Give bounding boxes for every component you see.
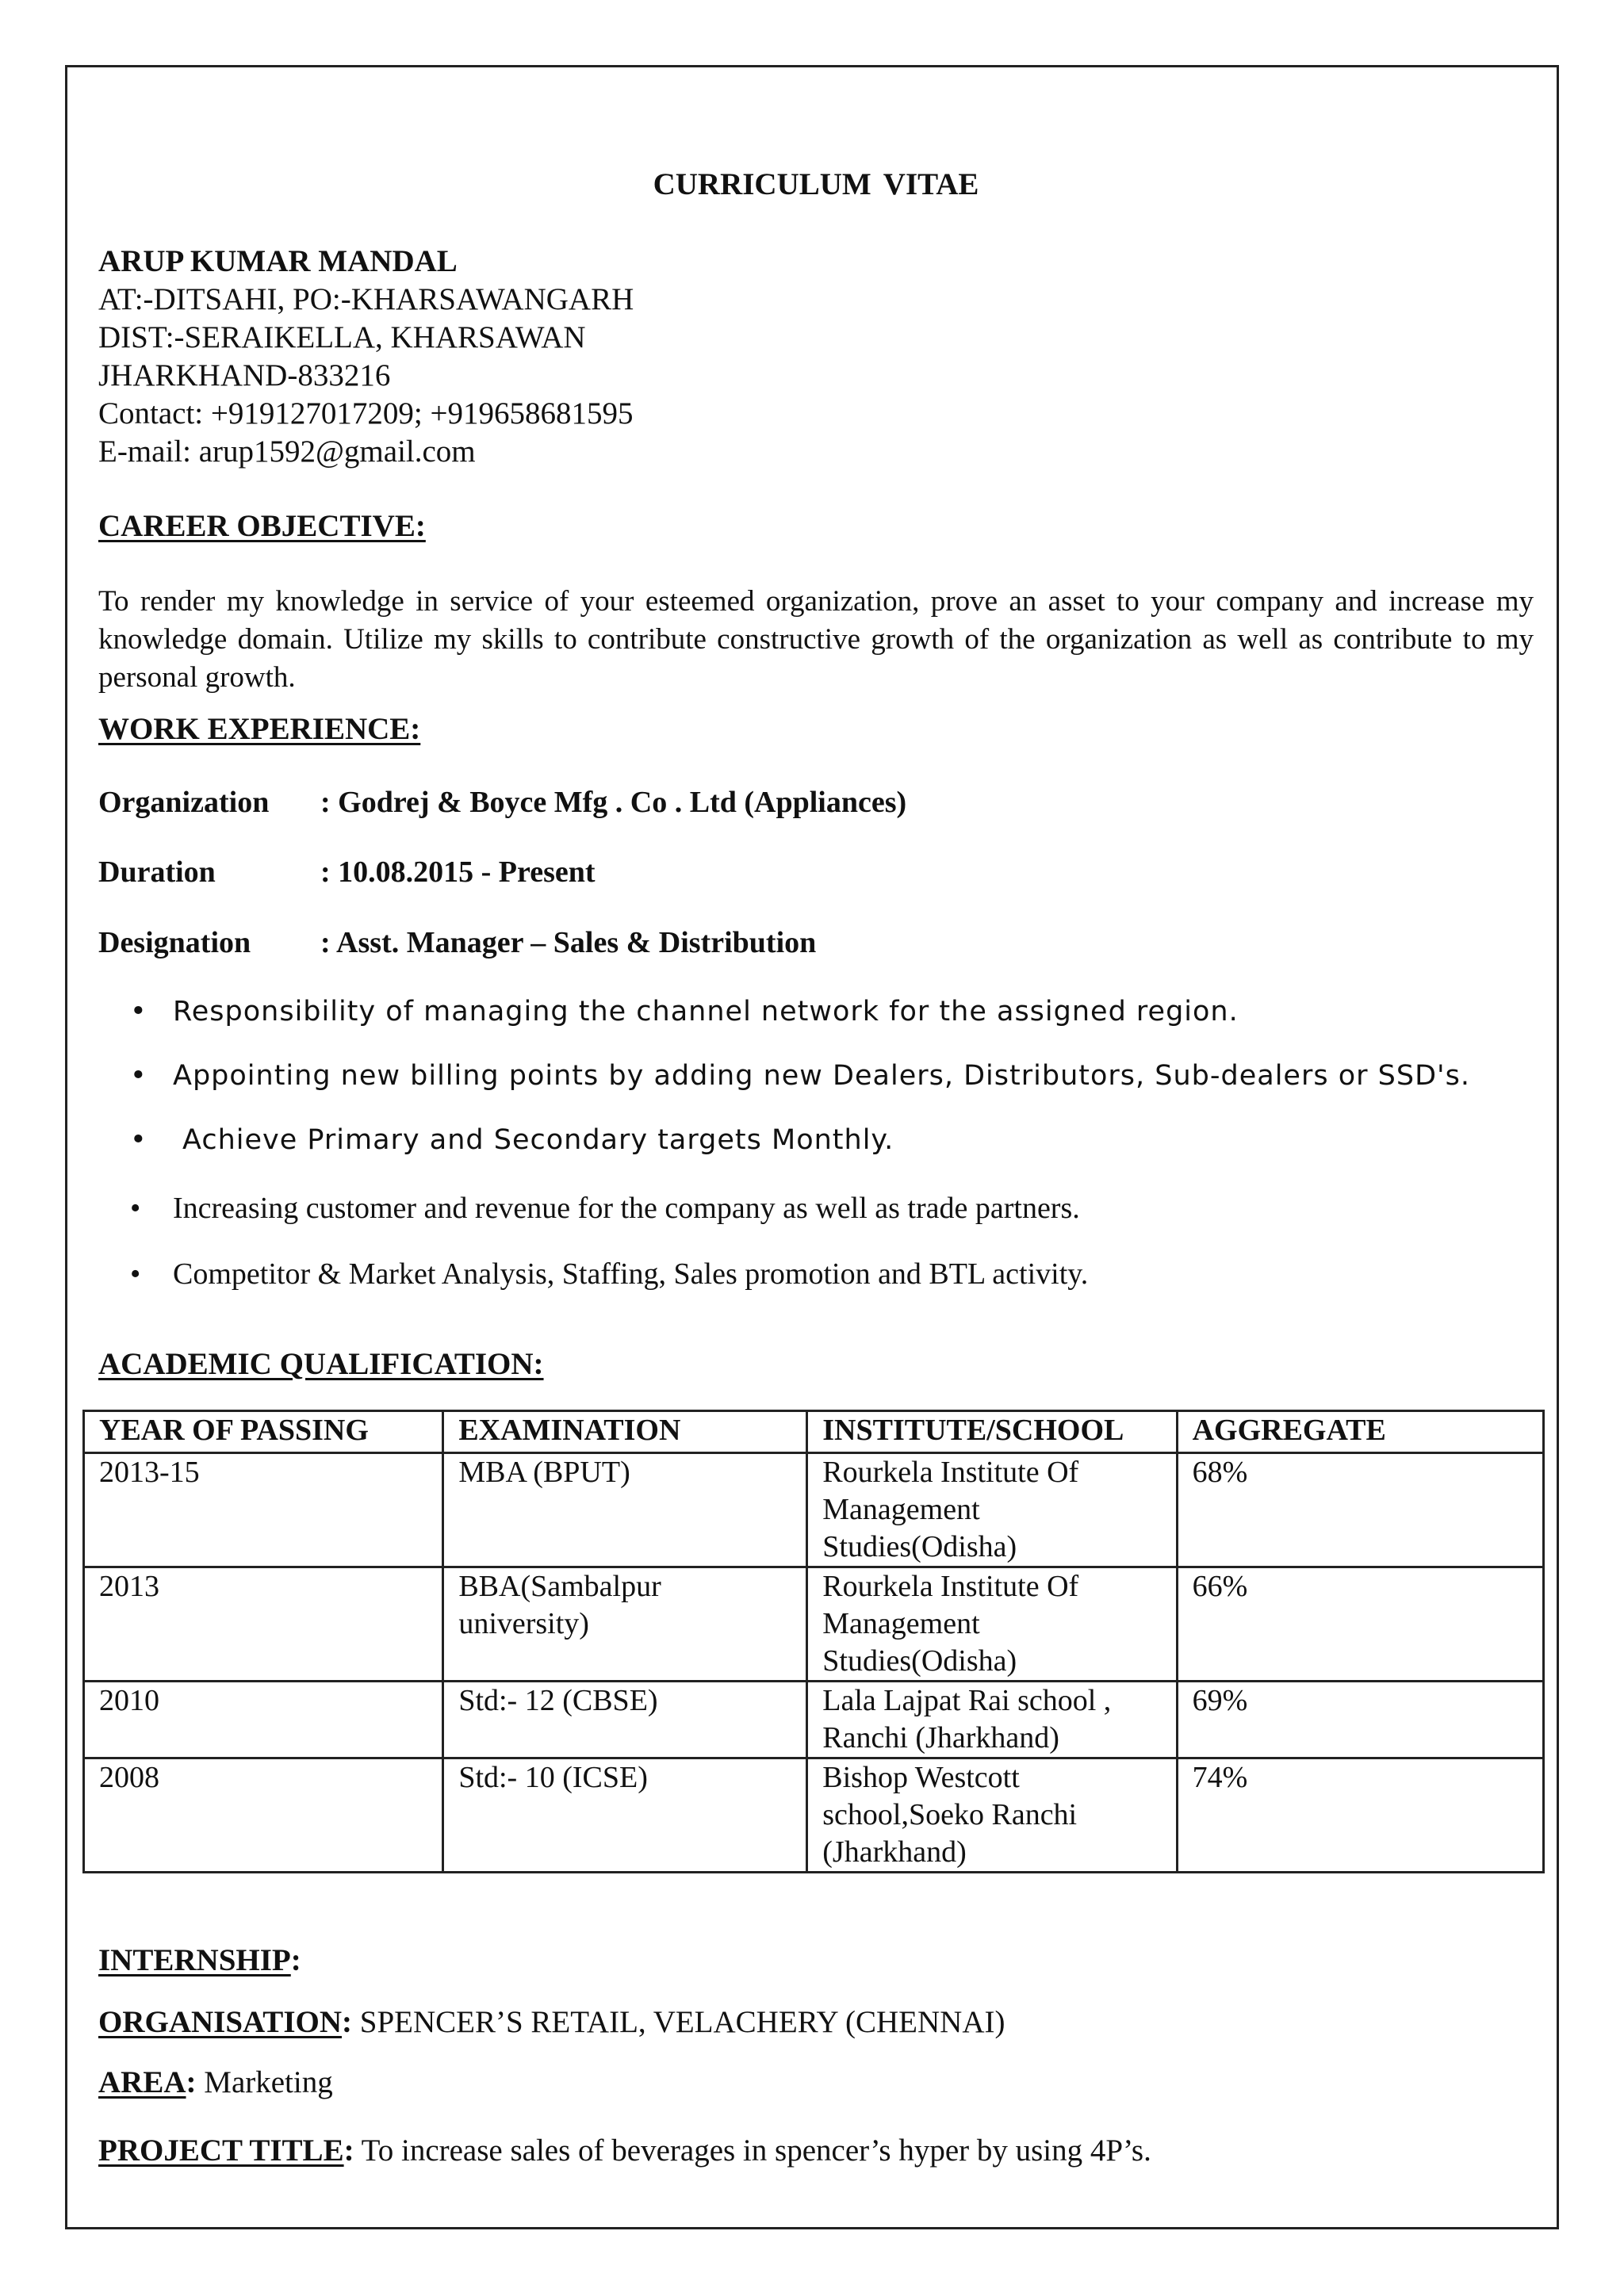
organization-row [98, 785, 906, 820]
designation-label: Designation [98, 926, 251, 959]
table-cell: 66% [1177, 1567, 1543, 1682]
table-cell: 2013 [84, 1567, 443, 1682]
organisation-label: ORGANISATION [98, 2005, 342, 2039]
table-cell: 74% [1177, 1758, 1543, 1873]
table-cell: MBA (BPUT) [443, 1453, 807, 1567]
table-row [84, 1453, 1544, 1567]
table-cell: Std:- 10 (ICSE) [443, 1758, 807, 1873]
column-header: YEAR OF PASSING [84, 1411, 443, 1453]
address-line-2: DIST:-SERAIKELLA, KHARSAWAN [98, 320, 586, 354]
bullet-icon: • [130, 1192, 141, 1225]
bullet-icon: • [130, 1060, 147, 1092]
project-value: To increase sales of beverages in spencer’s hyper by using 4P’s. [361, 2133, 1151, 2168]
table-cell: Rourkela Institute Of Management Studies(Odisha) [807, 1567, 1177, 1682]
document-title: CURRICULUM VITAE [653, 167, 979, 201]
column-header: EXAMINATION [443, 1411, 807, 1453]
internship-organisation: ORGANISATION: SPENCER’S RETAIL, VELACHERY (CHENNAI) [98, 2005, 1005, 2039]
organization-label: Organization [98, 786, 270, 819]
career-objective-text: To render my knowledge in service of your esteemed organization, prove an asset to your company and increase my knowledge domain. Utilize my skills to contribute constructive growth of the organization as well as contribute to my personal growth. [98, 585, 1534, 694]
column-header: INSTITUTE/SCHOOL [807, 1411, 1177, 1453]
area-value: Marketing [204, 2065, 333, 2099]
area-label: AREA [98, 2065, 186, 2099]
address-line-3: JHARKHAND-833216 [98, 358, 391, 392]
organisation-value: SPENCER’S RETAIL, VELACHERY (CHENNAI) [359, 2005, 1005, 2039]
career-objective-heading: CAREER OBJECTIVE: [98, 509, 426, 543]
academic-table [82, 1410, 1545, 1873]
internship-project: PROJECT TITLE: To increase sales of beverages in spencer’s hyper by using 4P’s. [98, 2133, 1151, 2168]
table-cell: 2013-15 [84, 1453, 443, 1567]
table-row [84, 1758, 1544, 1873]
table-cell: Lala Lajpat Rai school , Ranchi (Jharkhand) [807, 1682, 1177, 1758]
table-cell: 2008 [84, 1758, 443, 1873]
table-cell: Rourkela Institute Of Management Studies(Odisha) [807, 1453, 1177, 1567]
candidate-name: ARUP KUMAR MANDAL [98, 244, 458, 278]
internship-area: AREA: Marketing [98, 2065, 333, 2099]
table-row [84, 1682, 1544, 1758]
duration-value: : 10.08.2015 - Present [320, 855, 596, 889]
table-cell: 69% [1177, 1682, 1543, 1758]
table-cell: 68% [1177, 1453, 1543, 1567]
address-line-1: AT:-DITSAHI, PO:-KHARSAWANGARH [98, 282, 634, 316]
designation-row [98, 925, 816, 960]
designation-value: : Asst. Manager – Sales & Distribution [320, 926, 817, 959]
table-cell: Std:- 12 (CBSE) [443, 1682, 807, 1758]
bullet-icon: • [130, 996, 147, 1027]
table-row [84, 1567, 1544, 1682]
internship-heading: INTERNSHIP: [98, 1943, 301, 1977]
bullet-icon: • [130, 1124, 147, 1156]
academic-heading: ACADEMIC QUALIFICATION: [98, 1347, 544, 1381]
contact-email: E-mail: arup1592@gmail.com [98, 434, 476, 469]
table-cell: 2010 [84, 1682, 443, 1758]
table-cell: Bishop Westcott school,Soeko Ranchi (Jharkhand) [807, 1758, 1177, 1873]
column-header: AGGREGATE [1177, 1411, 1543, 1453]
duration-row [98, 855, 596, 890]
table-cell: BBA(Sambalpur university) [443, 1567, 807, 1682]
project-label: PROJECT TITLE [98, 2133, 344, 2168]
bullet-icon: • [130, 1257, 141, 1291]
work-experience-heading: WORK EXPERIENCE: [98, 712, 421, 746]
duration-label: Duration [98, 855, 216, 889]
organization-value: : Godrej & Boyce Mfg . Co . Ltd (Appliances) [320, 786, 907, 819]
contact-phone: Contact: +919127017209; +919658681595 [98, 396, 634, 430]
table-header-row [84, 1411, 1544, 1453]
